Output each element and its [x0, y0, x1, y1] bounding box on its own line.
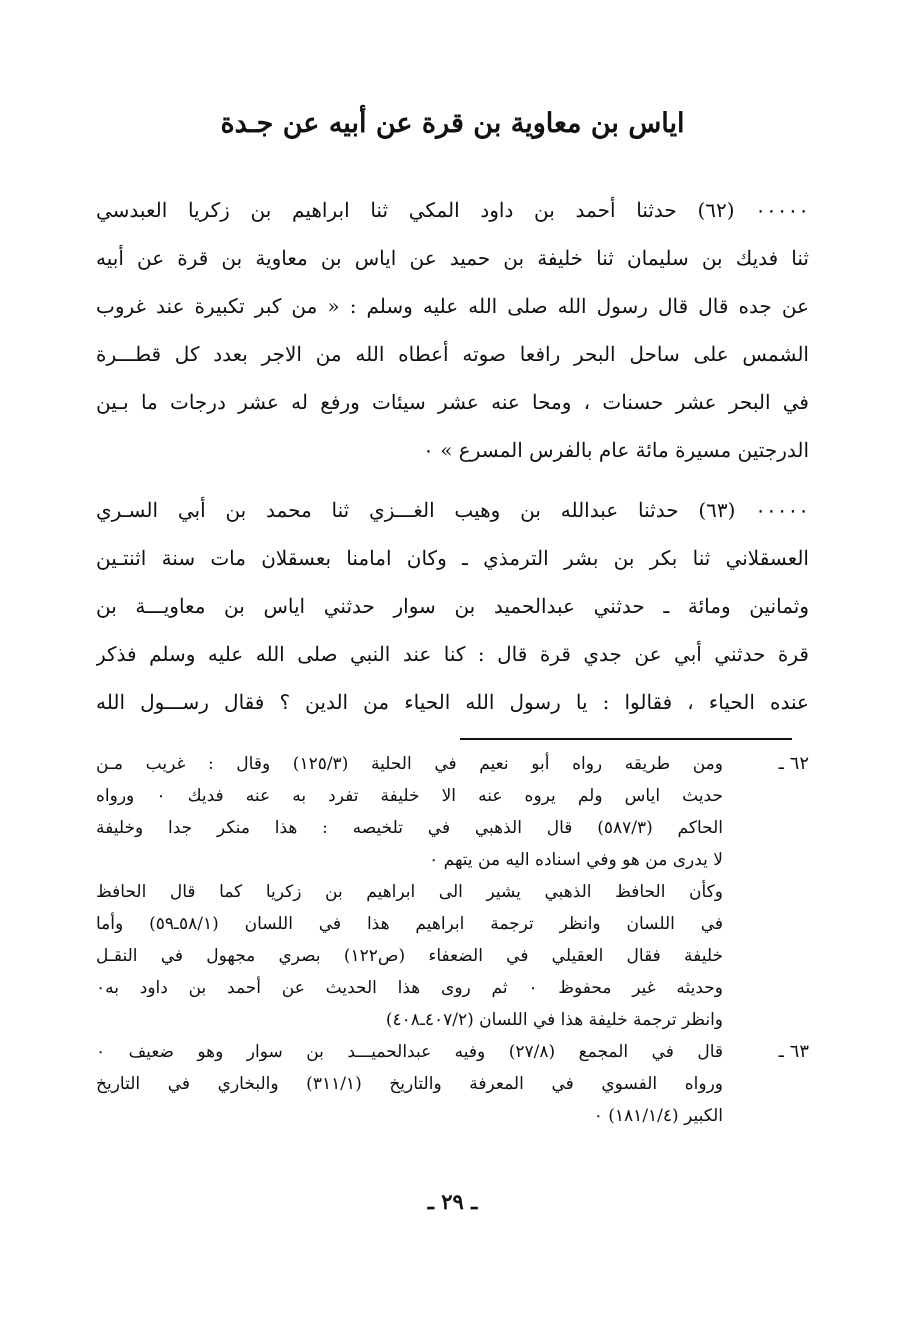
hadith-63 [96, 486, 809, 726]
footnote-line: ومن طريقه رواه أبو نعيم في الحلية (١٢٥/٣) وقال : غريب مـن [96, 754, 723, 774]
hadith-62-line: ٠٠٠٠٠ (٦٢) حدثنا أحمد بن داود المكي ثنا ابراهيم بن زكريا العبدسي [96, 198, 809, 222]
footnote-body [96, 748, 723, 1036]
footnote-line: ورواه الفسوي في المعرفة والتاريخ (٣١١/١) والبخاري في التاريخ [96, 1074, 723, 1094]
footnote-number: ٦٢ ـ [778, 753, 809, 774]
footnote-63 [96, 1036, 809, 1132]
hadith-63-line: العسقلاني ثنا بكر بن بشر الترمذي ـ وكان امامنا بعسقلان مات سنة اثنتـين [96, 546, 809, 570]
hadith-62-line: ثنا فديك بن سليمان ثنا خليفة بن حميد عن اياس بن معاوية بن قرة عن أبيه [96, 246, 809, 270]
page-title: اياس بن معاوية بن قرة عن أبيه عن جـدة [220, 108, 685, 139]
footnote-62 [96, 748, 809, 1036]
hadith-63-line: ٠٠٠٠٠ (٦٣) حدثنا عبدالله بن وهيب الغـــزي ثنا محمد بن أبي السـري [96, 498, 809, 522]
hadith-62-line: عن جده قال قال رسول الله صلى الله عليه وسلم : « من كبر تكبيرة عند غروب [96, 294, 809, 318]
footnote-line: الحاكم (٥٨٧/٣) قال الذهبي في تلخيصه : هذا منكر جدا وخليفة [96, 818, 723, 838]
hadith-63-line: قرة حدثني أبي عن جدي قرة قال : كنا عند النبي صلى الله عليه وسلم فذكر [96, 642, 809, 666]
page-number: ـ ٢٩ ـ [427, 1189, 478, 1214]
hadith-62 [96, 186, 809, 474]
footnote-line: وكأن الحافظ الذهبي يشير الى ابراهيم بن زكريا كما قال الحافظ [96, 882, 723, 902]
footnote-separator [460, 738, 792, 740]
footnote-number: ٦٣ ـ [778, 1041, 809, 1062]
footnote-line: وانظر ترجمة خليفة هذا في اللسان (٤٠٧/٢ـ٤٠٨) [385, 1010, 723, 1030]
footnote-body [96, 1036, 723, 1132]
footnote-line: خليفة فقال العقيلي في الضعفاء (ص١٢٢) بصري مجهول في النقـل [96, 946, 723, 966]
footnotes [96, 748, 809, 1132]
footnote-line: قال في المجمع (٢٧/٨) وفيه عبدالحميـــد بن سوار وهو ضعيف ٠ [96, 1042, 723, 1062]
footnote-line: حديث اياس ولم يروه عنه الا خليفة تفرد به عنه فديك ٠ ورواه [96, 786, 723, 806]
footnote-line: الكبير (١٨١/١/٤) ٠ [593, 1106, 723, 1126]
hadith-63-line: عنده الحياء ، فقالوا : يا رسول الله الحياء من الدين ؟ فقال رســـول الله [96, 690, 809, 714]
footnote-line: في اللسان وانظر ترجمة ابراهيم هذا في اللسان (٥٨/١ـ٥٩) وأما [96, 914, 723, 934]
hadith-62-line: الدرجتين مسيرة مائة عام بالفرس المسرع » ٠ [423, 438, 809, 462]
hadith-63-line: وثمانين ومائة ـ حدثني عبدالحميد بن سوار حدثني اياس بن معاويـــة بن [96, 594, 809, 618]
hadith-62-line: في البحر عشر حسنات ، ومحا عنه عشر سيئات ورفع له عشر درجات ما بـين [96, 390, 809, 414]
footnote-line: لا يدرى من هو وفي اسناده اليه من يتهم ٠ [429, 850, 723, 870]
hadith-62-line: الشمس على ساحل البحر رافعا صوته أعطاه الله من الاجر بعدد كل قطـــرة [96, 342, 809, 366]
footnote-line: وحديثه غير محفوظ ٠ ثم روى هذا الحديث عن أحمد بن داود به٠ [96, 978, 723, 998]
